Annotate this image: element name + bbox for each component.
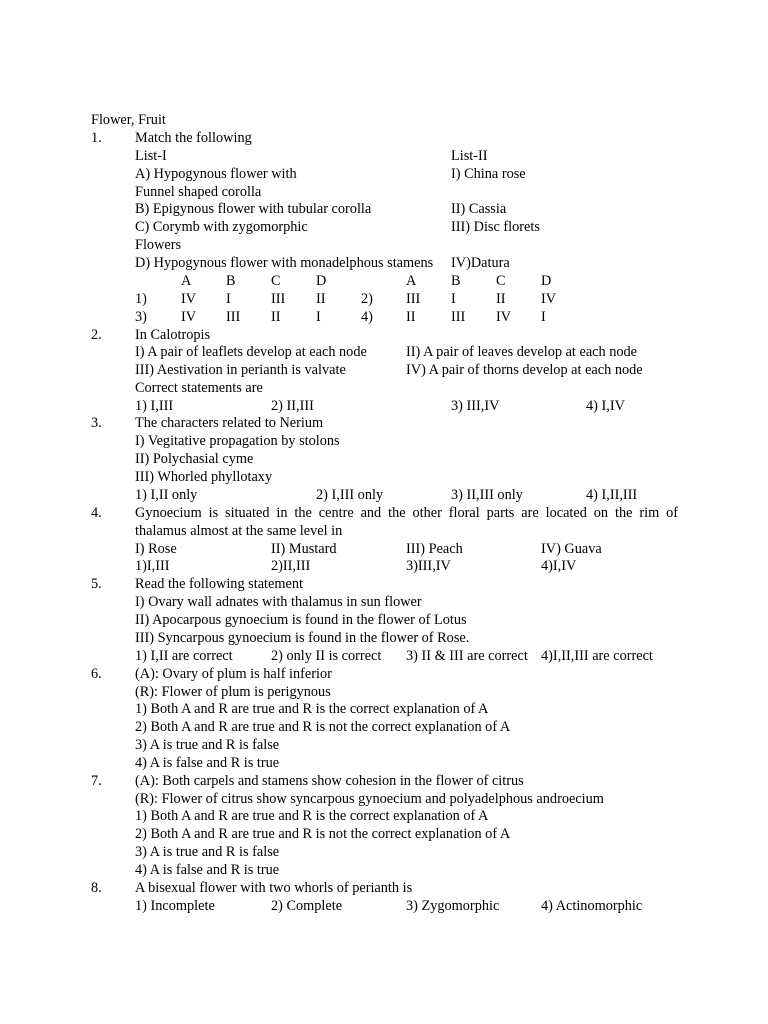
answer-option: 1) I,III	[135, 398, 174, 414]
answer-option: 2) Both A and R are true and R is not the correct explanation of A	[135, 719, 511, 735]
list-1-item: A) Hypogynous flower with	[135, 166, 297, 182]
question-number: 7.	[91, 773, 102, 789]
option-cell: I	[541, 309, 546, 325]
option-cell: III	[271, 291, 286, 307]
column-heading: A	[406, 273, 417, 289]
option-number: 4)	[361, 309, 373, 325]
column-heading: C	[496, 273, 506, 289]
option-cell: II	[271, 309, 281, 325]
question-stem: The characters related to Nerium	[135, 415, 324, 431]
question-stem-continued: thalamus almost at the same level in	[135, 523, 343, 539]
answer-option: 4) A is false and R is true	[135, 862, 280, 878]
statement: II) Mustard	[271, 541, 337, 557]
column-heading: B	[226, 273, 236, 289]
option-cell: IV	[181, 309, 197, 325]
list-2-heading: List-II	[451, 148, 488, 164]
question-number: 4.	[91, 505, 102, 521]
question-stem: Read the following statement	[135, 576, 303, 592]
option-cell: II	[406, 309, 416, 325]
question-stem: In Calotropis	[135, 327, 211, 343]
list-2-item: II) Cassia	[451, 201, 507, 217]
option-cell: IV	[496, 309, 512, 325]
list-1-item: D) Hypogynous flower with monadelphous stamens	[135, 255, 434, 271]
column-heading: C	[271, 273, 281, 289]
option-cell: IV	[541, 291, 557, 307]
question-stem: Gynoecium is situated in the centre and the other floral parts are located on the rim of	[135, 505, 678, 521]
list-1-heading: List-I	[135, 148, 167, 164]
question-number: 5.	[91, 576, 102, 592]
answer-option: 1) Incomplete	[135, 898, 215, 914]
answer-option: 3) II,III only	[451, 487, 523, 503]
option-cell: I	[451, 291, 456, 307]
answer-option: 4) I,IV	[586, 398, 625, 414]
question-number: 2.	[91, 327, 102, 343]
list-1-item: B) Epigynous flower with tubular corolla	[135, 201, 372, 217]
reason: (R): Flower of citrus show syncarpous gynoecium and polyadelphous androecium	[135, 791, 604, 807]
statement: II) A pair of leaves develop at each node	[406, 344, 638, 360]
answer-option: 1) I,II only	[135, 487, 198, 503]
answer-option: 3) Zygomorphic	[406, 898, 500, 914]
answer-option: 4)I,II,III are correct	[541, 648, 653, 664]
answer-option: 4) Actinomorphic	[541, 898, 643, 914]
statement: IV) Guava	[541, 541, 602, 557]
answer-option: 2) I,III only	[316, 487, 384, 503]
answer-option: 2) Complete	[271, 898, 343, 914]
assertion: (A): Ovary of plum is half inferior	[135, 666, 332, 682]
option-number: 1)	[135, 291, 147, 307]
option-number: 2)	[361, 291, 373, 307]
list-1-item: C) Corymb with zygomorphic	[135, 219, 308, 235]
answer-option: 4)I,IV	[541, 558, 577, 574]
column-heading: B	[451, 273, 461, 289]
question-number: 3.	[91, 415, 102, 431]
answer-option: 4) I,II,III	[586, 487, 638, 503]
option-cell: III	[406, 291, 421, 307]
answer-option: 2)II,III	[271, 558, 311, 574]
option-cell: III	[226, 309, 241, 325]
list-1-item-continued: Flowers	[135, 237, 182, 253]
page-title: Flower, Fruit	[91, 112, 166, 128]
answer-option: 1)I,III	[135, 558, 170, 574]
option-cell: I	[226, 291, 231, 307]
statement: III) Syncarpous gynoecium is found in the flower of Rose.	[135, 630, 470, 646]
statement: II) Apocarpous gynoecium is found in the flower of Lotus	[135, 612, 467, 628]
statement: III) Whorled phyllotaxy	[135, 469, 273, 485]
column-heading: A	[181, 273, 192, 289]
answer-option: 3)III,IV	[406, 558, 451, 574]
answer-option: 3) A is true and R is false	[135, 737, 280, 753]
answer-option: 1) I,II are correct	[135, 648, 233, 664]
question-stem: A bisexual flower with two whorls of perianth is	[135, 880, 413, 896]
answer-option: 4) A is false and R is true	[135, 755, 280, 771]
answer-option: 1) Both A and R are true and R is the correct explanation of A	[135, 701, 489, 717]
reason: (R): Flower of plum is perigynous	[135, 684, 331, 700]
option-cell: III	[451, 309, 466, 325]
question-stem: Match the following	[135, 130, 252, 146]
list-2-item: I) China rose	[451, 166, 526, 182]
answer-option: 2) Both A and R are true and R is not the correct explanation of A	[135, 826, 511, 842]
answer-option: 2) II,III	[271, 398, 314, 414]
column-heading: D	[316, 273, 327, 289]
statement: I) Ovary wall adnates with thalamus in sun flower	[135, 594, 422, 610]
answer-option: 2) only II is correct	[271, 648, 382, 664]
statement: I) Vegitative propagation by stolons	[135, 433, 340, 449]
answer-option: 3) A is true and R is false	[135, 844, 280, 860]
statement: II) Polychasial cyme	[135, 451, 254, 467]
list-2-item: IV)Datura	[451, 255, 510, 271]
answer-option: 1) Both A and R are true and R is the correct explanation of A	[135, 808, 489, 824]
option-number: 3)	[135, 309, 147, 325]
statement: IV) A pair of thorns develop at each node	[406, 362, 643, 378]
statement: III) Peach	[406, 541, 463, 557]
question-number: 8.	[91, 880, 102, 896]
answer-option: 3) II & III are correct	[406, 648, 528, 664]
question-number: 6.	[91, 666, 102, 682]
list-2-item: III) Disc florets	[451, 219, 540, 235]
question-prompt: Correct statements are	[135, 380, 263, 396]
answer-option: 3) III,IV	[451, 398, 500, 414]
statement: I) A pair of leaflets develop at each node	[135, 344, 367, 360]
statement: I) Rose	[135, 541, 177, 557]
option-cell: II	[496, 291, 506, 307]
option-cell: IV	[181, 291, 197, 307]
option-cell: I	[316, 309, 321, 325]
statement: III) Aestivation in perianth is valvate	[135, 362, 346, 378]
assertion: (A): Both carpels and stamens show cohesion in the flower of citrus	[135, 773, 524, 789]
column-heading: D	[541, 273, 552, 289]
list-1-item-continued: Funnel shaped corolla	[135, 184, 262, 200]
option-cell: II	[316, 291, 326, 307]
question-number: 1.	[91, 130, 102, 146]
